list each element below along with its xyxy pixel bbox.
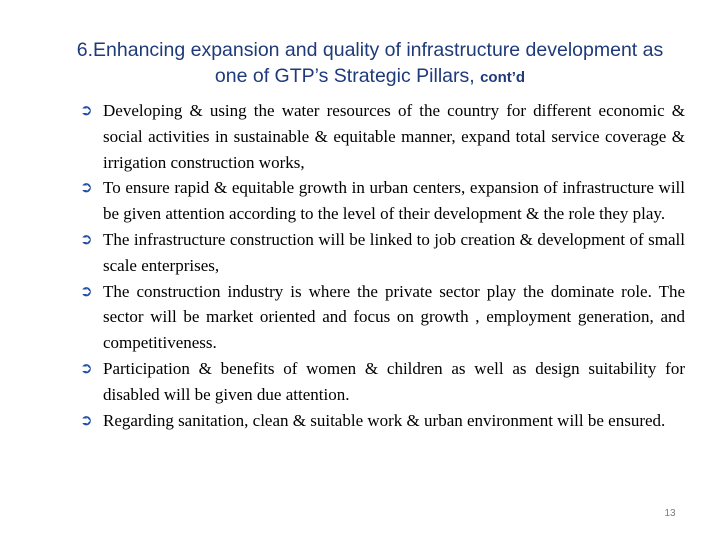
bullet-item: [80, 279, 685, 356]
slide-title: [60, 37, 680, 91]
slide-title-main: 6.Enhancing expansion and quality of infrastructure development as one of GTP’s Strategic Pillars,: [76, 39, 664, 87]
circled-arrow-right-icon: ➲: [80, 178, 93, 197]
bullet-item: [80, 408, 685, 434]
bullet-item: [80, 175, 685, 227]
slide-title-suffix: cont’d: [480, 69, 526, 86]
bullet-text: Regarding sanitation, clean & suitable work & urban environment will be ensured.: [103, 410, 666, 430]
bullet-text: Developing & using the water resources of the country for different economic & social activities in sustainable & equitable manner, expand total service coverage & irrigation construction works,: [103, 101, 685, 172]
circled-arrow-right-icon: ➲: [80, 358, 93, 377]
page-number: 13: [664, 508, 676, 519]
bullet-text: To ensure rapid & equitable growth in urban centers, expansion of infrastructure will be given attention according to the level of their development & the role they play.: [103, 178, 685, 224]
bullet-text: Participation & benefits of women & children as well as design suitability for disabled will be given due attention.: [103, 358, 685, 404]
bullet-item: [80, 227, 685, 279]
bullet-text: The infrastructure construction will be linked to job creation & development of small scale enterprises,: [103, 229, 685, 275]
bullet-list: [80, 98, 685, 433]
circled-arrow-right-icon: ➲: [80, 101, 93, 119]
bullet-item: [80, 356, 685, 408]
circled-arrow-right-icon: ➲: [80, 229, 93, 248]
circled-arrow-right-icon: ➲: [80, 410, 93, 429]
bullet-text: The construction industry is where the private sector play the dominate role. The sector will be market oriented and focus on growth , employment generation, and competitiveness.: [103, 281, 685, 353]
circled-arrow-right-icon: ➲: [80, 281, 93, 300]
bullet-item: [80, 98, 685, 175]
